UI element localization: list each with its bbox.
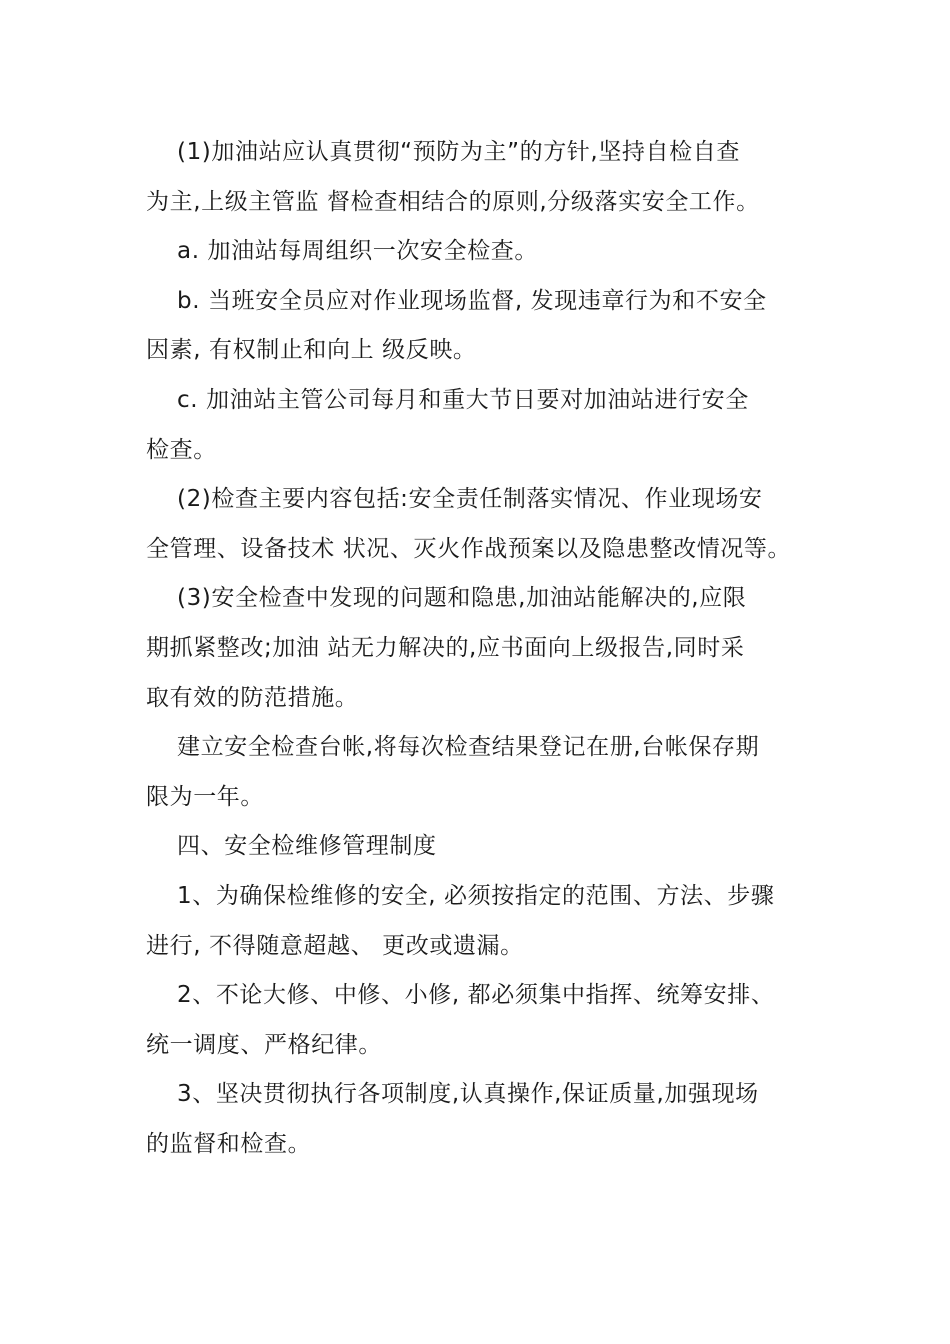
- paragraph-7: [146, 723, 818, 822]
- document-body: [146, 128, 818, 1169]
- paragraph-line: 建立安全检查台帐,将每次检查结果登记在册,台帐保存期: [177, 734, 760, 761]
- paragraph-5: [146, 475, 818, 574]
- paragraph-4: [146, 376, 818, 475]
- paragraph-line: b. 当班安全员应对作业现场监督, 发现违章行为和不安全: [177, 287, 767, 314]
- paragraph-line: (2)检查主要内容包括:安全责任制落实情况、作业现场安: [177, 486, 763, 513]
- paragraph-line: 1、为确保检维修的安全, 必须按指定的范围、方法、步骤: [177, 882, 775, 909]
- paragraph-line: 限为一年。: [146, 783, 264, 810]
- paragraph-line: 四、安全检维修管理制度: [177, 833, 437, 860]
- paragraph-line: 2、不论大修、中修、小修, 都必须集中指挥、统筹安排、: [177, 982, 775, 1009]
- paragraph-line: 3、坚决贯彻执行各项制度,认真操作,保证质量,加强现场: [177, 1081, 759, 1108]
- paragraph-11: [146, 1070, 818, 1169]
- paragraph-1: [146, 128, 818, 227]
- paragraph-line: c. 加油站主管公司每月和重大节日要对加油站进行安全: [177, 386, 749, 413]
- section-heading: [146, 822, 818, 872]
- paragraph-line: 取有效的防范措施。: [146, 684, 359, 711]
- paragraph-2: [146, 227, 818, 277]
- paragraph-line: 期抓紧整改;加油 站无力解决的,应书面向上级报告,同时采: [146, 634, 745, 661]
- paragraph-9: [146, 872, 818, 971]
- paragraph-line: a. 加油站每周组织一次安全检查。: [177, 238, 538, 265]
- paragraph-line: 因素, 有权制止和向上 级反映。: [146, 337, 477, 364]
- paragraph-line: 全管理、设备技术 状况、灭火作战预案以及隐患整改情况等。: [146, 535, 792, 562]
- paragraph-10: [146, 971, 818, 1070]
- paragraph-3: [146, 277, 818, 376]
- paragraph-line: (1)加油站应认真贯彻“预防为主”的方针,坚持自检自查: [177, 139, 740, 165]
- paragraph-line: 检查。: [146, 436, 217, 463]
- paragraph-line: 统一调度、严格纪律。: [146, 1031, 382, 1058]
- paragraph-line: 进行, 不得随意超越、 更改或遗漏。: [146, 932, 524, 959]
- paragraph-line: 的监督和检查。: [146, 1130, 312, 1157]
- paragraph-line: (3)安全检查中发现的问题和隐患,加油站能解决的,应限: [177, 585, 747, 612]
- paragraph-line: 为主,上级主管监 督检查相结合的原则,分级落实安全工作。: [146, 188, 760, 215]
- paragraph-6: [146, 574, 818, 723]
